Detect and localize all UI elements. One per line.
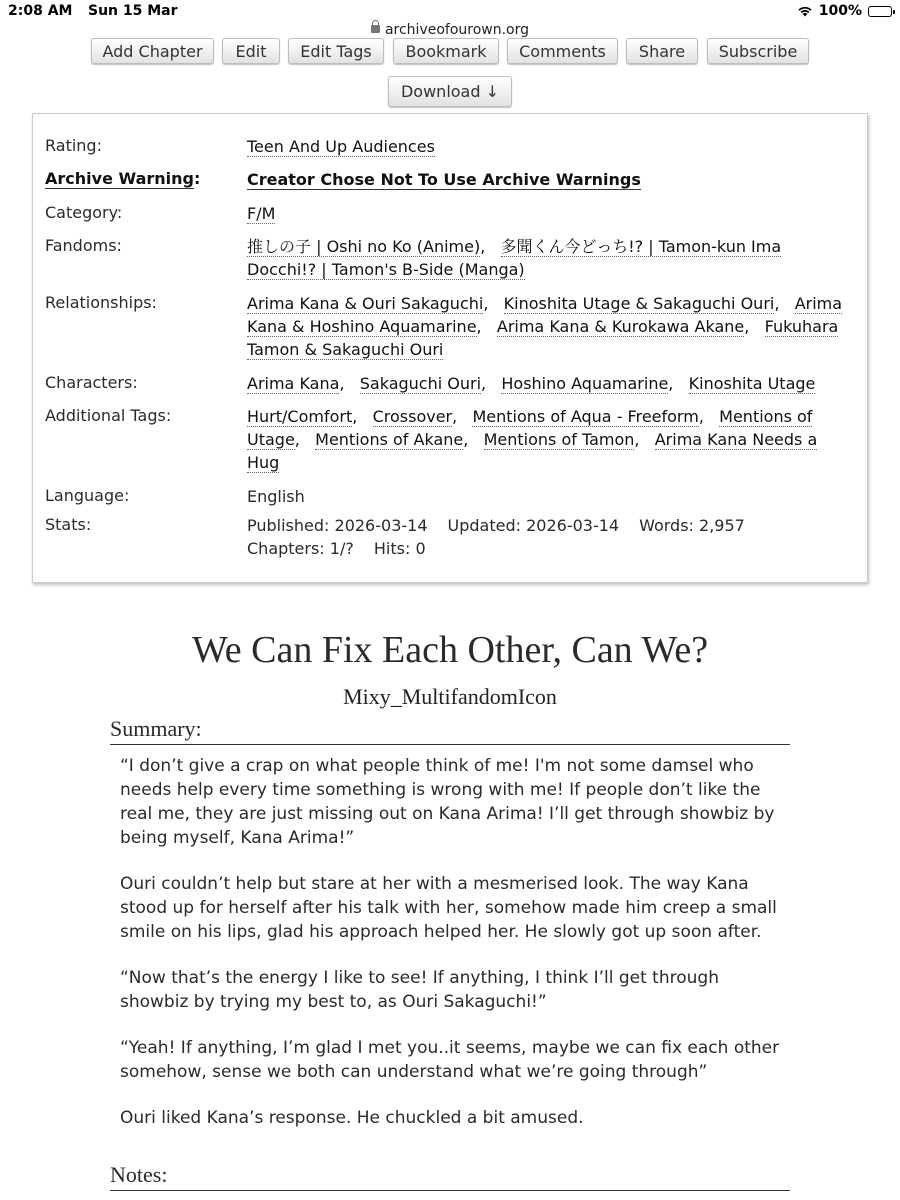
chapter-count: 1/?	[329, 539, 354, 558]
warning-label[interactable]	[45, 169, 200, 188]
words-label: Words:	[639, 516, 694, 535]
character-tag[interactable]: Hoshino Aquamarine	[501, 374, 669, 393]
battery-icon	[868, 6, 892, 17]
updated-date: 2026-03-14	[526, 516, 620, 535]
warning-value	[247, 168, 847, 191]
relationship-tag[interactable]: Arima Kana & Kurokawa Akane	[496, 317, 745, 336]
character-tag[interactable]: Kinoshita Utage	[688, 374, 816, 393]
freeform-tag[interactable]: Arima Kana Needs a Hug	[247, 430, 818, 472]
relationships-label: Relationships:	[45, 293, 157, 312]
additional-tags-label: Additional Tags:	[45, 406, 172, 425]
updated-label: Updated:	[447, 516, 521, 535]
summary-heading: Summary:	[110, 716, 790, 745]
edit-button[interactable]: Edit	[222, 38, 280, 64]
additional-tags-value: Hurt/Comfort, Crossover, Mentions of Aqua - Freeform, Mentions of Utage, Mentions of Akane, Mentions of Tamon, Arima Kana Needs a Hug	[247, 407, 818, 472]
language-value: English	[247, 487, 305, 506]
status-bar	[0, 0, 900, 38]
stats-label: Stats:	[45, 515, 92, 534]
rating-tag[interactable]: Teen And Up Audiences	[247, 137, 435, 156]
word-count: 2,957	[699, 516, 745, 535]
rating-label: Rating:	[45, 136, 102, 155]
fandom-tag[interactable]: 多聞くん今どっち!? | Tamon-kun Ima Docchi!? | Tamon's B-Side (Manga)	[247, 237, 782, 279]
comments-button[interactable]: Comments	[507, 38, 618, 64]
characters-value: Arima Kana, Sakaguchi Ouri, Hoshino Aquamarine, Kinoshita Utage	[247, 374, 816, 393]
add-chapter-button[interactable]: Add Chapter	[91, 38, 214, 64]
category-value	[247, 202, 847, 225]
category-tag[interactable]: F/M	[247, 204, 276, 223]
battery-percent: 100%	[818, 3, 862, 19]
category-label: Category:	[45, 203, 123, 222]
work-title: We Can Fix Each Other, Can We?	[191, 629, 709, 671]
chapters-label: Chapters:	[247, 539, 325, 558]
freeform-tag[interactable]: Crossover	[372, 407, 453, 426]
summary-paragraph: “Now that’s the energy I like to see! If anything, I think I’ll get through showbiz by trying my best to, as Ouri Sakaguchi!”	[120, 968, 719, 1012]
subscribe-button[interactable]: Subscribe	[707, 38, 809, 64]
fandoms-label: Fandoms:	[45, 236, 122, 255]
published-label: Published:	[247, 516, 330, 535]
clock: 2:08 AM	[8, 3, 73, 19]
warning-tag[interactable]: Creator Chose Not To Use Archive Warnings	[247, 170, 641, 189]
work-meta	[32, 113, 868, 583]
relationship-tag[interactable]: Fukuhara Tamon & Sakaguchi Ouri	[247, 317, 839, 359]
warning-label-colon: :	[193, 169, 201, 188]
bookmark-button[interactable]: Bookmark	[393, 38, 499, 64]
relationship-tag[interactable]: Arima Kana & Ouri Sakaguchi	[247, 294, 484, 313]
character-tag[interactable]: Arima Kana	[247, 374, 340, 393]
freeform-tag[interactable]: Mentions of Aqua - Freeform	[472, 407, 699, 426]
summary-text	[120, 754, 790, 1152]
url-text: archiveofourown.org	[384, 22, 530, 38]
status-indicators	[797, 3, 892, 19]
freeform-tag[interactable]: Mentions of Akane	[315, 430, 464, 449]
relationship-tag[interactable]: Kinoshita Utage & Sakaguchi Ouri	[503, 294, 775, 313]
language-label: Language:	[45, 486, 130, 505]
character-tag[interactable]: Sakaguchi Ouri	[359, 374, 482, 393]
relationships-value: Arima Kana & Ouri Sakaguchi, Kinoshita Utage & Sakaguchi Ouri, Arima Kana & Hoshino Aquamarine, Arima Kana & Kurokawa Akane, Fukuhara Tamon & Sakaguchi Ouri	[247, 294, 843, 359]
stats-value	[247, 514, 847, 560]
fandom-tag[interactable]: 推しの子 | Oshi no Ko (Anime)	[247, 237, 481, 256]
rating-value	[247, 135, 847, 158]
summary-paragraph: Ouri couldn’t help but stare at her with a mesmerised look. The way Kana stood up for herself after his talk with her, somehow made him creep a small smile on his lips, glad his approach helped her. He slowly got up soon after.	[120, 874, 777, 942]
share-button[interactable]: Share	[626, 38, 698, 64]
work-author[interactable]: Mixy_MultifandomIcon	[343, 684, 557, 709]
published-date: 2026-03-14	[334, 516, 428, 535]
notes-heading: Notes:	[110, 1162, 790, 1191]
fandoms-value: 推しの子 | Oshi no Ko (Anime), 多聞くん今どっち!? | Tamon-kun Ima Docchi!? | Tamon's B-Side (Manga)	[247, 237, 782, 279]
wifi-icon	[797, 5, 813, 17]
freeform-tag[interactable]: Hurt/Comfort	[247, 407, 353, 426]
summary-paragraph: “I don’t give a crap on what people think of me! I'm not some damsel who needs help every time something is wrong with me! If people don’t like the real me, they are just missing out on Kana Arima! I’ll get through showbiz by being myself, Kana Arima!”	[120, 756, 775, 848]
date: Sun 15 Mar	[88, 3, 178, 19]
relationship-tag[interactable]: Arima Kana & Hoshino Aquamarine	[247, 294, 843, 336]
summary-paragraph: Ouri liked Kana’s response. He chuckled a bit amused.	[120, 1108, 584, 1128]
characters-label: Characters:	[45, 373, 138, 392]
freeform-tag[interactable]: Mentions of Utage	[247, 407, 813, 449]
hits-label: Hits:	[373, 539, 411, 558]
freeform-tag[interactable]: Mentions of Tamon	[483, 430, 635, 449]
warning-label-link[interactable]: Archive Warning	[45, 169, 194, 188]
address-bar[interactable]	[0, 22, 900, 38]
summary-paragraph: “Yeah! If anything, I’m glad I met you..it seems, maybe we can fix each other somehow, sense we both can understand what we’re going through”	[120, 1038, 780, 1082]
lock-icon	[371, 25, 380, 33]
download-button[interactable]: Download ↓	[388, 76, 512, 107]
edit-tags-button[interactable]: Edit Tags	[288, 38, 384, 64]
hit-count: 0	[415, 539, 426, 558]
